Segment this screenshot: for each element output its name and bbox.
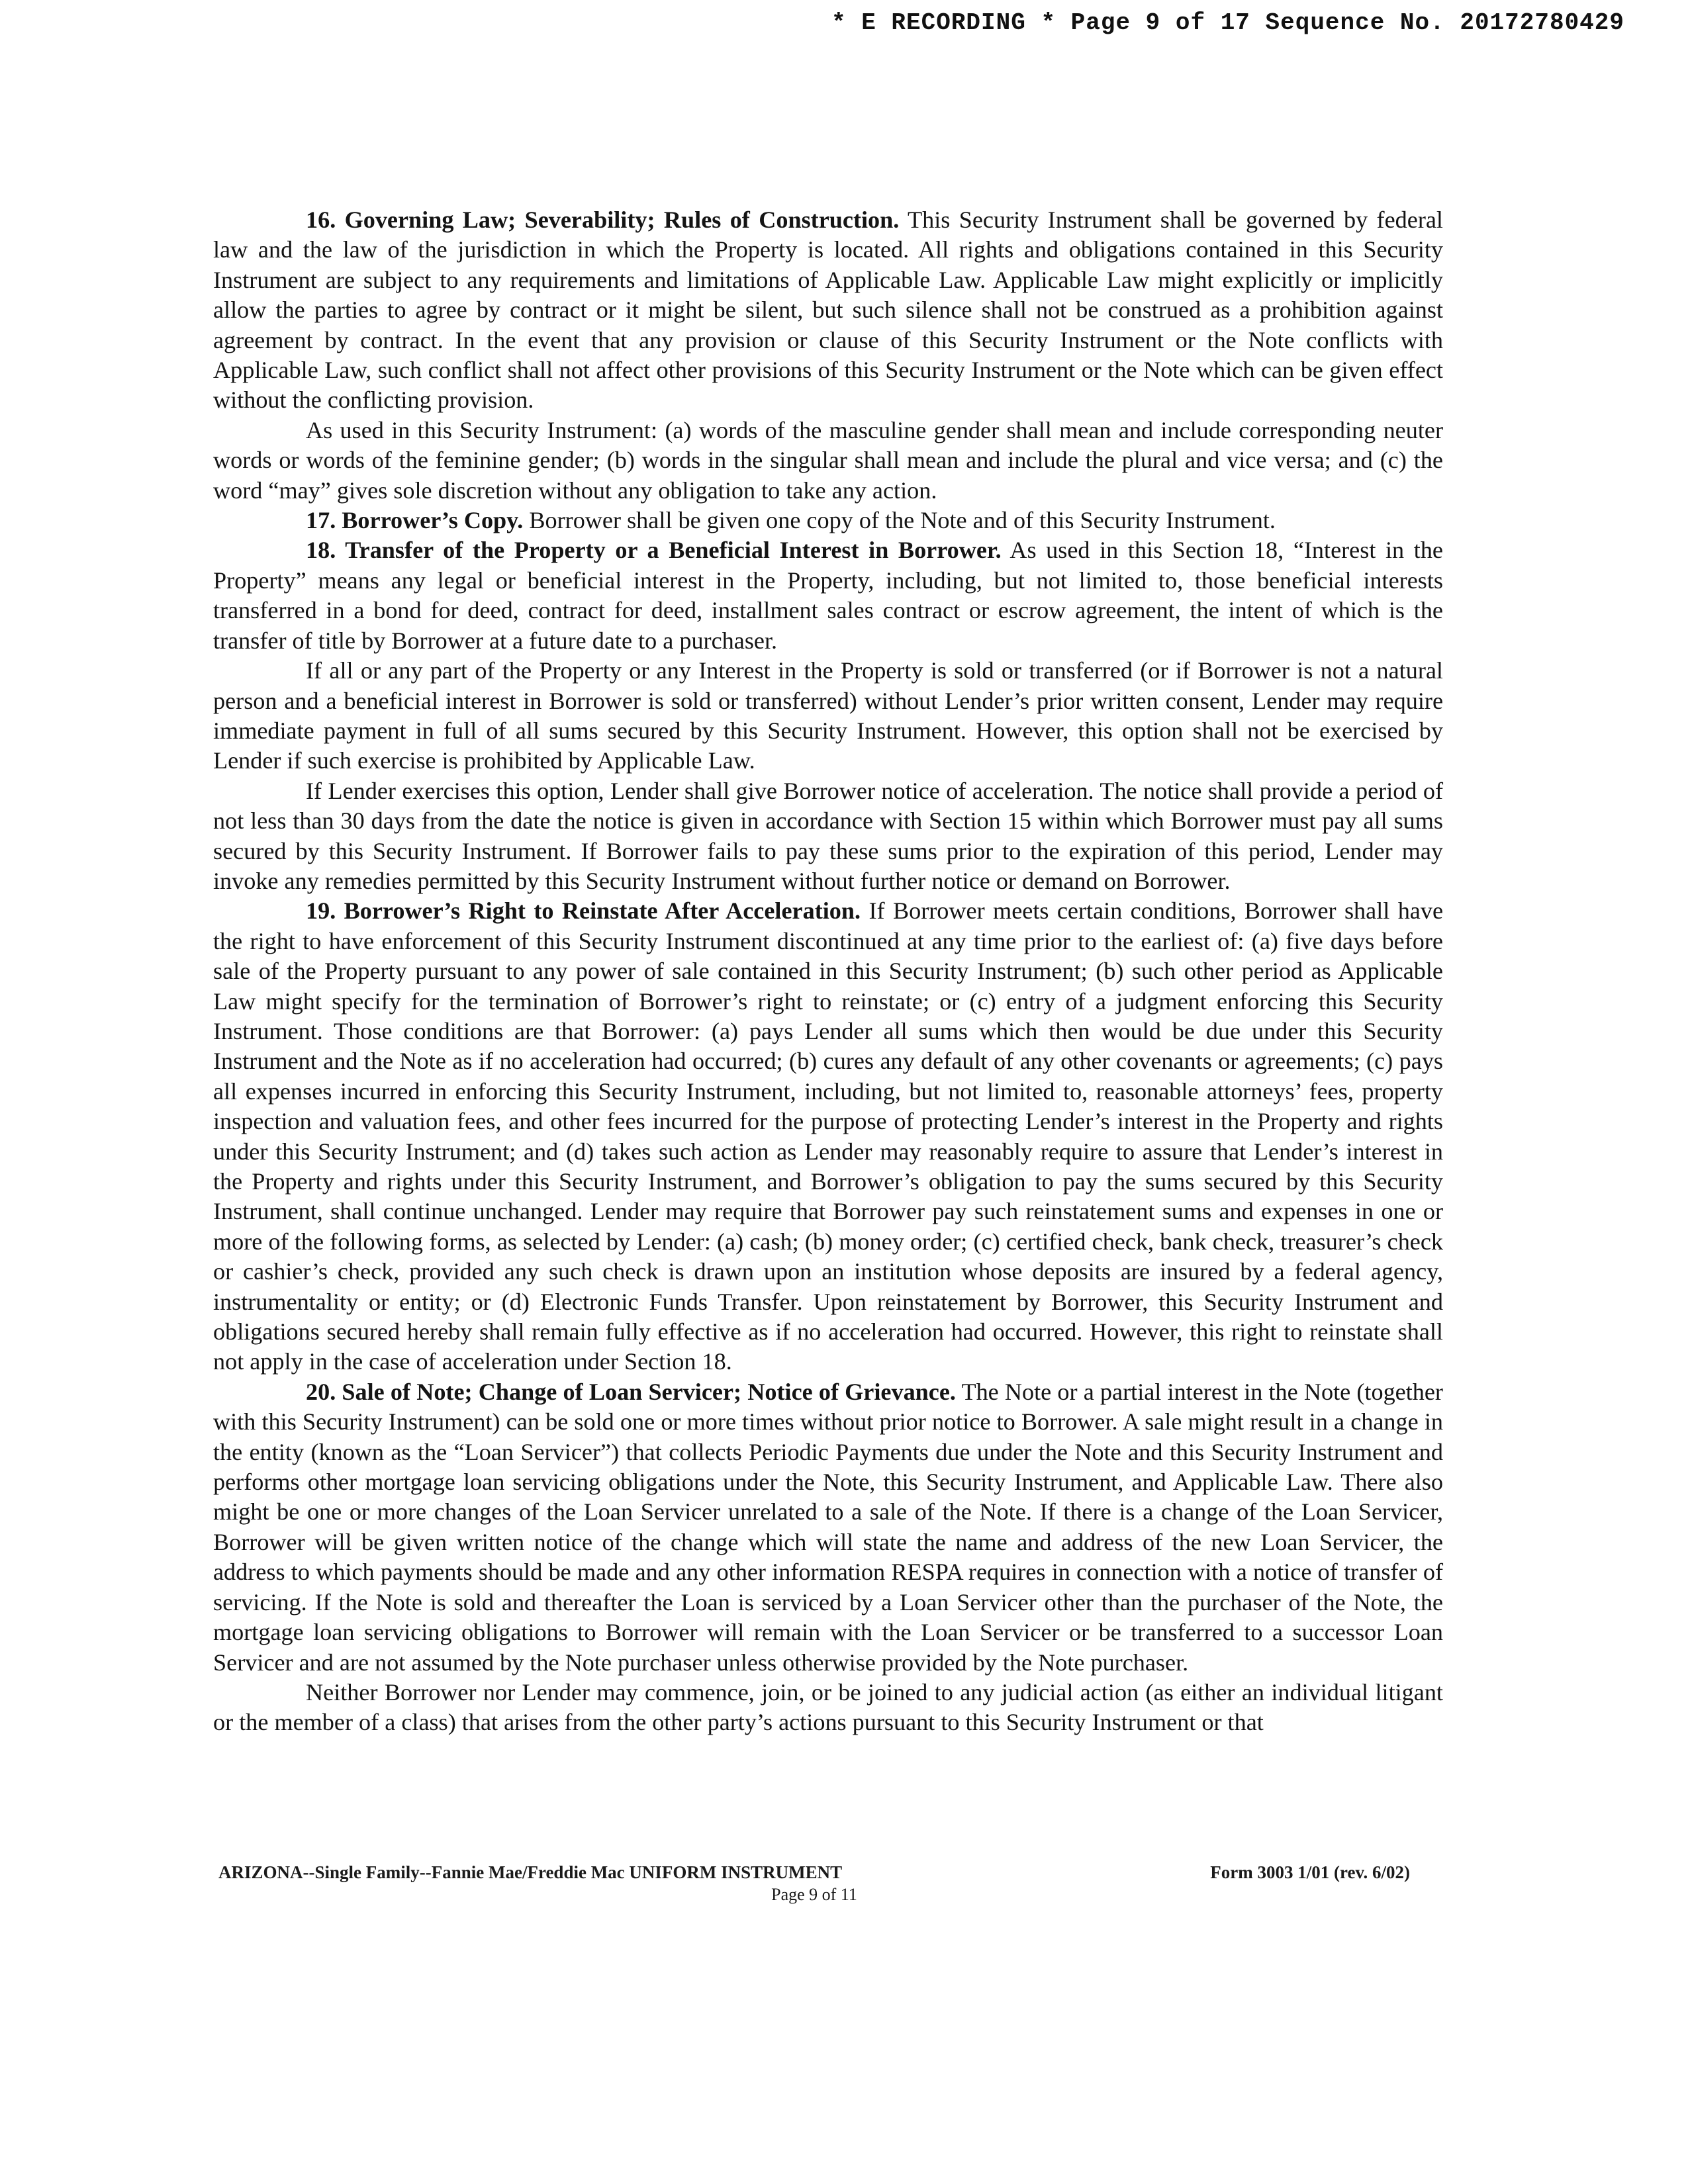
section-16-paragraph — [213, 205, 1443, 416]
footer-page-number: Page 9 of 11 — [771, 1885, 857, 1904]
footer-form-number: Form 3003 1/01 (rev. 6/02) — [1210, 1862, 1410, 1882]
section-17-paragraph — [213, 506, 1443, 535]
section-19-paragraph — [213, 896, 1443, 1377]
section-17-heading: 17. Borrower’s Copy. — [306, 507, 524, 534]
section-18-heading: 18. Transfer of the Property or a Beneficial Interest in Borrower. — [306, 537, 1002, 564]
section-20-heading: 20. Sale of Note; Change of Loan Servicer; Notice of Grievance. — [306, 1378, 956, 1405]
section-19-heading: 19. Borrower’s Right to Reinstate After Acceleration. — [306, 897, 861, 925]
section-18-paragraph-2: If all or any part of the Property or any Interest in the Property is sold or transferred (or if Borrower is not a natural person and a beneficial interest in Borrower is sold or transferred) without Lender’s prior written consent, Lender may require immediate payment in full of all sums secured by this Security Instrument. However, this option shall not be exercised by Lender if such exercise is prohibited by Applicable Law. — [213, 657, 1443, 774]
section-17-text: Borrower shall be given one copy of the Note and of this Security Instrument. — [529, 507, 1276, 534]
section-19-text: If Borrower meets certain conditions, Borrower shall have the right to have enforcement of this Security Instrument discontinued at any time prior to the earliest of: (a) five days before sale of the Property pursuant to any power of sale contained in this Security Instrument; (b) such other period as Applicable Law might specify for the termination of Borrower’s right to reinstate; or (c) entry of a judgment enforcing this Security Instrument. Those conditions are that Borrower: (a) pays Lender all sums which then would be due under this Security Instrument and the Note as if no acceleration had occurred; (b) cures any default of any other covenants or agreements; (c) pays all expenses incurred in enforcing this Security Instrument, including, but not limited to, reasonable attorneys’ fees, property inspection and valuation fees, and other fees incurred for the purpose of protecting Lender’s interest in the Property and rights under this Security Instrument; and (d) takes such action as Lender may reasonably require to assure that Lender’s interest in the Property and rights under this Security Instrument, and Borrower’s obligation to pay the sums secured by this Security Instrument, shall continue unchanged. Lender may require that Borrower pay such reinstatement sums and expenses in one or more of the following forms, as selected by Lender: (a) cash; (b) money order; (c) certified check, bank check, treasurer’s check or cashier’s check, provided any such check is drawn upon an institution whose deposits are insured by a federal agency, instrumentality or entity; or (d) Electronic Funds Transfer. Upon reinstatement by Borrower, this Security Instrument and obligations secured hereby shall remain fully effective as if no acceleration had occurred. However, this right to reinstate shall not apply in the case of acceleration under Section 18. — [213, 897, 1444, 1375]
section-20-paragraph-2: Neither Borrower nor Lender may commence, join, or be joined to any judicial action (as either an individual litigant or the member of a class) that arises from the other party’s actions pursuant to this Security Instrument or that — [213, 1678, 1443, 1736]
section-16-text: This Security Instrument shall be governed by federal law and the law of the jurisdiction in which the Property is located. All rights and obligations contained in this Security Instrument are subject to any requirements and limitations of Applicable Law. Applicable Law might explicitly or implicitly allow the parties to agree by contract or it might be silent, but such silence shall not be construed as a prohibition against agreement by contract. In the event that any provision or clause of this Security Instrument or the Note conflicts with Applicable Law, such conflict shall not affect other provisions of this Security Instrument or the Note which can be given effect without the conflicting provision. — [213, 206, 1443, 414]
section-16-paragraph-2: As used in this Security Instrument: (a) words of the masculine gender shall mean and include corresponding neuter words or words of the feminine gender; (b) words in the singular shall mean and include the plural and vice versa; and (c) the word “may” gives sole discretion without any obligation to take any action. — [213, 416, 1443, 504]
section-20-paragraph — [213, 1377, 1443, 1678]
section-20-text: The Note or a partial interest in the Note (together with this Security Instrument) can be sold one or more times without prior notice to Borrower. A sale might result in a change in the entity (known as the “Loan Servicer”) that collects Periodic Payments due under the Note and this Security Instrument and performs other mortgage loan servicing obligations under the Note, this Security Instrument, and Applicable Law. There also might be one or more changes of the Loan Servicer unrelated to a sale of the Note. If there is a change of the Loan Servicer, Borrower will be given written notice of the change which will state the name and address of the new Loan Servicer, the address to which payments should be made and any other information RESPA requires in connection with a notice of transfer of servicing. If the Note is sold and thereafter the Loan is serviced by a Loan Servicer other than the purchaser of the Note, the mortgage loan servicing obligations to Borrower will remain with the Loan Servicer or be transferred to a successor Loan Servicer and are not assumed by the Note purchaser unless otherwise provided by the Note purchaser. — [213, 1378, 1443, 1676]
section-18-text: As used in this Section 18, “Interest in the Property” means any legal or beneficial interest in the Property, including, but not limited to, those beneficial interests transferred in a bond for deed, contract for deed, installment sales contract or escrow agreement, the intent of which is the transfer of title by Borrower at a future date to a purchaser. — [213, 537, 1443, 654]
footer-form-title: ARIZONA--Single Family--Fannie Mae/Freddie Mac UNIFORM INSTRUMENT — [218, 1862, 843, 1882]
recording-header: * E RECORDING * Page 9 of 17 Sequence No. 20172780429 — [831, 9, 1624, 36]
section-18-paragraph — [213, 535, 1443, 656]
section-18-paragraph-3: If Lender exercises this option, Lender shall give Borrower notice of acceleration. The notice shall provide a period of not less than 30 days from the date the notice is given in accordance with Section 15 within which Borrower must pay all sums secured by this Security Instrument. If Borrower fails to pay these sums prior to the expiration of this period, Lender may invoke any remedies permitted by this Security Instrument without further notice or demand on Borrower. — [213, 777, 1443, 894]
document-body — [213, 205, 1443, 1738]
section-16-heading: 16. Governing Law; Severability; Rules of Construction. — [306, 206, 900, 233]
